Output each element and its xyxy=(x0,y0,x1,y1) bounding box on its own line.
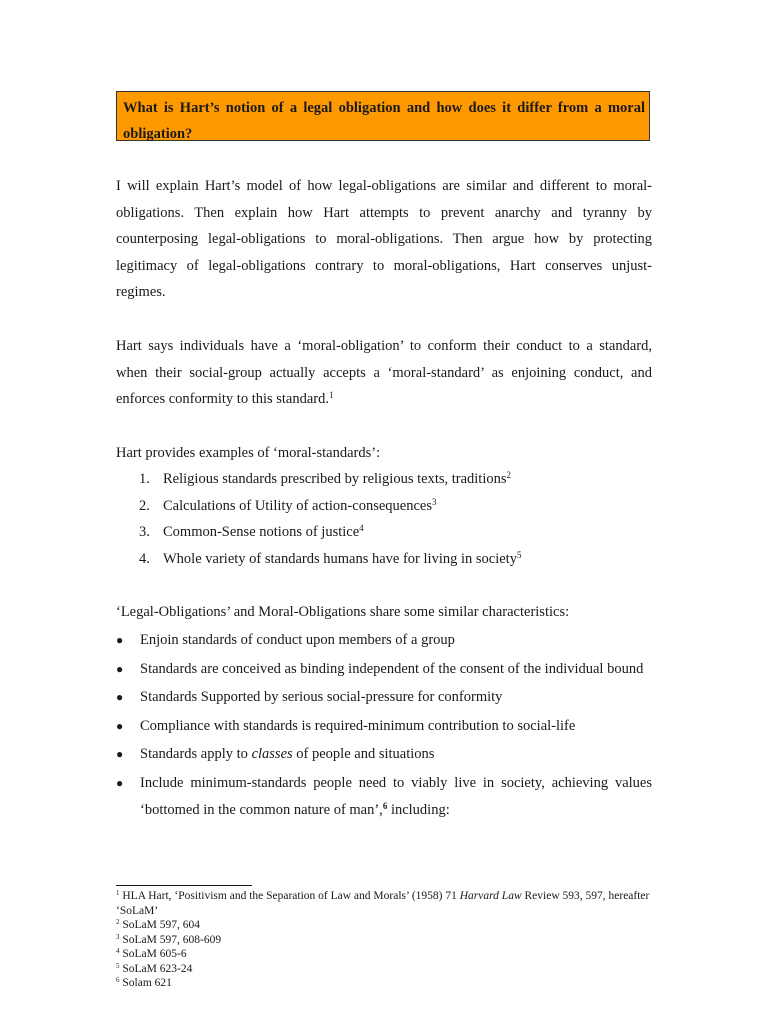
footnote-separator xyxy=(116,885,252,886)
list-item xyxy=(116,741,652,768)
footnote-1 xyxy=(116,889,656,918)
bullet-icon: ● xyxy=(116,775,124,790)
moral-standards-list xyxy=(116,466,656,572)
list-item-text: Common-Sense notions of justice xyxy=(163,524,360,541)
footnote-ref-6[interactable]: 6 xyxy=(382,800,388,811)
moral-obligation-text: Hart says individuals have a ‘moral-obligation’ to conform their conduct to a standard, when their social-group actually accepts a ‘moral-standard’ as enjoining conduct, and enforces conformity to this standard. xyxy=(116,338,652,408)
list-item-text-post: of people and situations xyxy=(292,746,435,763)
footnote-ref-4[interactable]: 4 xyxy=(359,523,364,534)
list-number: 4. xyxy=(139,550,150,567)
list-item-text: Calculations of Utility of action-consequences xyxy=(163,497,432,514)
bullet-icon: ● xyxy=(116,633,124,647)
list-item xyxy=(116,466,656,493)
list-item-text: Whole variety of standards humans have for living in society xyxy=(163,550,517,567)
footnote-2 xyxy=(116,918,656,933)
bullet-icon: ● xyxy=(116,661,124,676)
shared-characteristics-list xyxy=(116,627,652,825)
footnote-ref-3[interactable]: 3 xyxy=(431,496,437,507)
list-item xyxy=(116,684,652,711)
list-item-text-pre: Include minimum-standards people need to viably live in society, achieving values ‘bottomed in the common nature of man’, xyxy=(140,774,652,818)
footnote-text: SoLaM 597, 604 xyxy=(119,919,200,931)
shared-characteristics-intro: ‘Legal-Obligations’ and Moral-Obligations share some similar characteristics: xyxy=(116,604,570,620)
list-item-text: Compliance with standards is required-minimum contribution to social-life xyxy=(140,717,576,734)
list-number: 3. xyxy=(139,524,150,541)
footnote-text: Solam 621 xyxy=(119,977,172,989)
footnote-text: HLA Hart, ‘Positivism and the Separation of Law and Morals’ (1958) 71 xyxy=(119,890,460,902)
list-number: 1. xyxy=(139,471,150,487)
list-item-text-pre: Standards apply to xyxy=(140,746,252,763)
footnote-text: SoLaM 623-24 xyxy=(119,962,193,975)
footnote-emphasis: Harvard Law xyxy=(459,890,522,902)
footnotes xyxy=(116,889,656,991)
list-item-text: Religious standards prescribed by religious texts, traditions xyxy=(163,471,507,487)
footnote-3 xyxy=(116,933,656,948)
list-item xyxy=(116,713,652,740)
footnote-ref-2[interactable]: 2 xyxy=(506,470,512,480)
list-item xyxy=(116,546,656,573)
list-item xyxy=(116,627,652,654)
bullet-icon: ● xyxy=(116,718,124,733)
list-item-text: Enjoin standards of conduct upon members of a group xyxy=(140,632,455,648)
footnote-text: SoLaM 605-6 xyxy=(119,948,187,960)
footnote-4 xyxy=(116,947,656,962)
list-item xyxy=(116,656,652,683)
list-item-text: Standards Supported by serious social-pressure for conformity xyxy=(140,689,503,706)
footnote-number: 2 xyxy=(116,918,120,926)
list-item xyxy=(116,493,656,520)
footnote-number: 1 xyxy=(116,889,120,897)
list-number: 2. xyxy=(139,497,150,514)
footnote-ref-5[interactable]: 5 xyxy=(516,549,522,560)
list-item-text: Standards are conceived as binding independent of the consent of the individual bound xyxy=(140,660,644,677)
footnote-6 xyxy=(116,976,656,991)
footnote-number: 6 xyxy=(116,976,120,984)
examples-intro: Hart provides examples of ‘moral-standards’: xyxy=(116,445,381,461)
list-item xyxy=(116,770,652,823)
footnote-text-post: Review 593, 597, hereafter ‘SoLaM’ xyxy=(116,890,650,917)
question-title: What is Hart’s notion of a legal obligation and how does it differ from a moral obligation? xyxy=(116,91,650,141)
intro-paragraph: I will explain Hart’s model of how legal-obligations are similar and different to moral-obligations. Then explain how Hart attempts to prevent anarchy and tyranny by counterposing legal-obligations to moral-obligations. Then argue how by protecting legitimacy of legal-obligations contrary to moral-obligations, Hart conserves unjust-regimes. xyxy=(116,178,652,301)
list-item-text-post: including: xyxy=(387,801,450,818)
emphasis-text: classes xyxy=(251,746,293,763)
moral-obligation-paragraph xyxy=(116,333,652,413)
list-item xyxy=(116,519,656,546)
footnote-ref-1[interactable]: 1 xyxy=(329,390,334,401)
footnote-5 xyxy=(116,962,656,977)
footnote-number: 3 xyxy=(116,932,120,941)
footnote-text: SoLaM 597, 608-609 xyxy=(119,933,222,946)
footnote-number: 5 xyxy=(116,961,120,970)
bullet-icon: ● xyxy=(116,747,124,762)
bullet-icon: ● xyxy=(116,690,124,705)
footnote-number: 4 xyxy=(116,947,120,955)
